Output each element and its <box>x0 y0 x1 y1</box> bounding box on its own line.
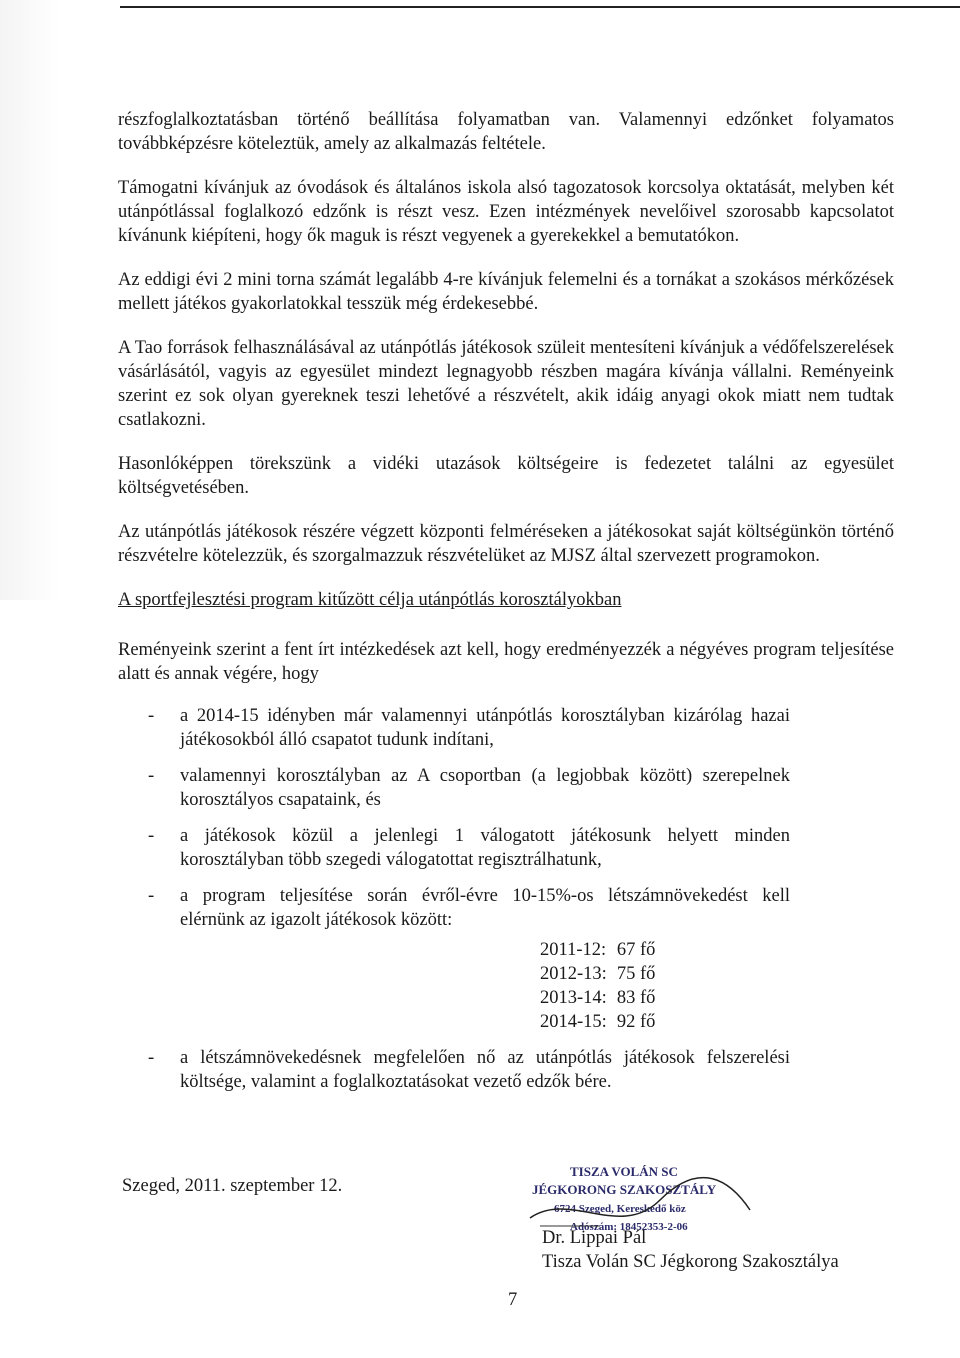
list-item <box>118 764 790 812</box>
top-border-line <box>120 6 960 8</box>
goal-list <box>118 704 894 932</box>
signature-block <box>500 1158 880 1278</box>
scan-shadow <box>0 0 60 600</box>
season-cell: 2012-13: <box>540 964 607 984</box>
stamp-line-4: Adószám: 18452353-2-06 <box>570 1221 688 1233</box>
paragraph-3: Az eddigi évi 2 mini torna számát legalább 4-re kívánjuk felemelni és a tornákat a szokásos mérkőzések mellett játékos gyakorlatokkal tesszük még érdekesebbé. <box>118 270 894 314</box>
signer-name: Dr. Lippai Pál <box>542 1228 647 1248</box>
bullet-dash: - <box>148 826 155 846</box>
document-body <box>118 108 894 1106</box>
list-item-text: a 2014-15 idényben már valamennyi utánpótlás korosztályban kizárólag hazai játékosokból álló csapatot tudunk indítani, <box>180 706 790 750</box>
stamp-line-2: JÉGKORONG SZAKOSZTÁLY <box>532 1182 717 1197</box>
paragraph-4: A Tao források felhasználásával az utánpótlás játékosok szüleit mentesíteni kívánjuk a védőfelszerelések vásárlásától, vagyis az egyesület mindezt legnagyobb részben magára kívánja vállalni. Reményeink szerint ez sok olyan gyereknek teszi lehetővé a részvételt, akik idáig anyagi okok miatt nem tudtak csatlakozni. <box>118 338 894 430</box>
count-cell: 67 fő <box>616 940 656 960</box>
list-item-text: a létszámnövekedésnek megfelelően nő az utánpótlás játékosok felszerelési költsége, valamint a foglalkoztatásokat vezető edzők bére. <box>180 1048 790 1092</box>
page-number: 7 <box>508 1290 518 1310</box>
list-item <box>118 1046 790 1094</box>
count-cell: 92 fő <box>616 1012 656 1032</box>
paragraph-5: Hasonlóképpen törekszünk a vidéki utazások költségeire is fedezetet találni az egyesület költségvetésében. <box>118 454 894 498</box>
list-item <box>118 704 790 752</box>
season-cell: 2011-12: <box>540 940 607 960</box>
place-date: Szeged, 2011. szeptember 12. <box>122 1176 343 1196</box>
stamp-line-1: TISZA VOLÁN SC <box>570 1164 678 1179</box>
section-heading: A sportfejlesztési program kitűzött célja utánpótlás korosztályokban <box>118 590 622 610</box>
list-item-text: a program teljesítése során évről-évre 10-15%-os létszámnövekedést kell elérnünk az igazolt játékosok között: <box>180 886 790 930</box>
list-item <box>118 884 790 932</box>
bullet-dash: - <box>148 766 155 786</box>
table-row <box>540 986 665 1010</box>
paragraph-2: Támogatni kívánjuk az óvodások és általános iskola alsó tagozatosok korcsolya oktatását, melyben két utánpótlással foglalkozó edzőnk is részt vesz. Ezen intézmények nevelőivel szorosabb kapcsolatot kívánunk kiépíteni, hogy ők maguk is részt vegyenek a gyerekekkel a bemutatókon. <box>118 178 894 246</box>
bullet-dash: - <box>148 1048 155 1068</box>
table-row <box>540 962 665 986</box>
stamp-line-3: 6724 Szeged, Kereskedő köz <box>554 1203 686 1215</box>
season-cell: 2014-15: <box>540 1012 607 1032</box>
table-row <box>540 938 665 962</box>
paragraph-6: Az utánpótlás játékosok részére végzett központi felméréseken a játékosokat saját költségünkön történő részvételre kötelezzük, és szorgalmazzuk részvételüket az MJSZ által szervezett programokon. <box>118 522 894 566</box>
list-item-text: a játékosok közül a jelenlegi 1 válogatott játékosunk helyett minden korosztályban több szegedi válogatottat regisztrálhatunk, <box>180 826 790 870</box>
bullet-dash: - <box>148 886 155 906</box>
count-cell: 75 fő <box>616 964 656 984</box>
organization-name: Tisza Volán SC Jégkorong Szakosztálya <box>542 1252 839 1272</box>
list-item <box>118 824 790 872</box>
table-row <box>540 1010 665 1034</box>
count-cell: 83 fő <box>616 988 656 1008</box>
player-count-table <box>540 938 665 1034</box>
season-cell: 2013-14: <box>540 988 607 1008</box>
intro-paragraph: Reményeink szerint a fent írt intézkedések azt kell, hogy eredményezzék a négyéves program teljesítése alatt és annak végére, hogy <box>118 640 894 684</box>
list-item-text: valamennyi korosztályban az A csoportban (a legjobbak között) szerepelnek korosztályos csapataink, és <box>180 766 790 810</box>
paragraph-1: részfoglalkoztatásban történő beállítása folyamatban van. Valamennyi edzőnket folyamatos továbbképzésre köteleztük, amely az alkalmazás feltétele. <box>118 110 894 154</box>
goal-list-continued <box>118 1046 894 1094</box>
bullet-dash: - <box>148 706 155 726</box>
